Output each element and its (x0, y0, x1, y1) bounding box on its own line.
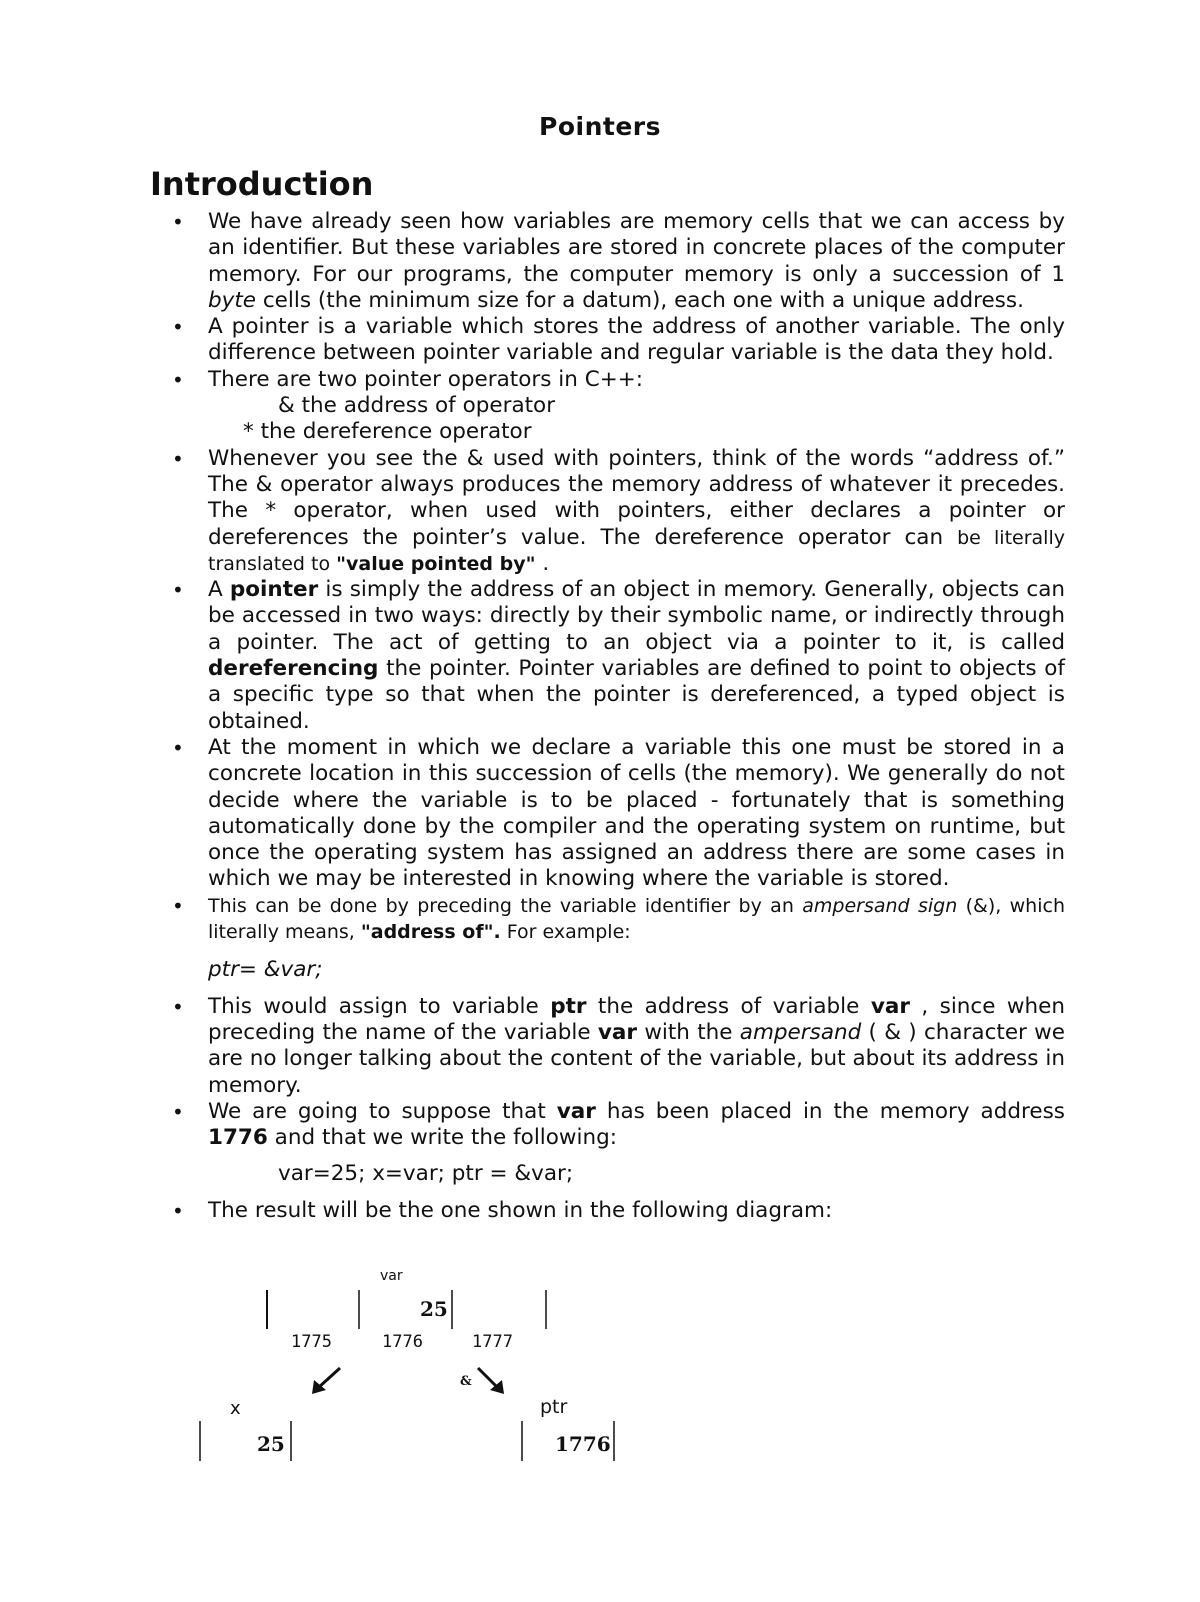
document-body (150, 209, 1065, 1224)
var-value: 25 (420, 1297, 448, 1321)
section-heading-introduction: Introduction (150, 165, 374, 203)
list-item: • At the moment in which we declare a variable this one must be stored in a concrete location in this succession of cells (the memory). We generally do not decide where the variable is to be placed - fortunately that is something automatically done by the compiler and the operating system on runtime, but once the operating system has assigned an address there are some cases in which we may be interested in knowing where the variable is stored. (150, 735, 1065, 893)
code-example-ptr: ptr= &var; (208, 957, 323, 983)
list-item: • This would assign to variable ptr the address of variable var , since when preceding the name of the variable var with the ampersand ( & ) character we are no longer talking about the content of the variable, but about its address in memory. (150, 994, 1065, 1099)
arrow-down-left-icon (312, 1368, 340, 1394)
memory-address: 1776 (382, 1332, 423, 1352)
var-label: var (380, 1268, 403, 1284)
list-item: • The result will be the one shown in the following diagram: (150, 1198, 1065, 1224)
list-item: • Whenever you see the & used with pointers, think of the words “address of.” The & operator always produces the memory address of whatever it precedes. The * operator, when used with pointers, either declares a pointer or dereferences the pointer’s value. The dereference operator can be literally translated to "value pointed by" . (150, 446, 1065, 577)
list-item: • We are going to suppose that var has been placed in the memory address 1776 and that we write the following: (150, 1099, 1065, 1152)
list-item: • A pointer is a variable which stores the address of another variable. The only difference between pointer variable and regular variable is the data they hold. (150, 314, 1065, 367)
list-item: • This can be done by preceding the variable identifier by an ampersand sign (&), which literally means, "address of". For example: (150, 893, 1065, 946)
memory-address: 1775 (291, 1332, 332, 1352)
document-title: Pointers (539, 112, 661, 141)
ptr-label: ptr (540, 1396, 568, 1418)
x-label: x (230, 1398, 241, 1419)
list-item: • A pointer is simply the address of an object in memory. Generally, objects can be accessed in two ways: directly by their symbolic name, or indirectly through a pointer. The act of getting to an object via a pointer to it, is called dereferencing the pointer. Pointer variables are defined to point to objects of a specific type so that when the pointer is dereferenced, a typed object is obtained. (150, 577, 1065, 735)
address-of-operator-line: & the address of operator (278, 393, 556, 419)
dereference-operator-line: * the dereference operator (243, 419, 532, 445)
ampersand-label: & (460, 1374, 472, 1389)
memory-address: 1777 (472, 1332, 513, 1352)
list-item: • There are two pointer operators in C++: & the address of operator * the dereference operator (150, 367, 1065, 446)
arrow-down-right-icon (478, 1368, 504, 1394)
ptr-value: 1776 (555, 1432, 611, 1456)
list-item: • We have already seen how variables are memory cells that we can access by an identifier. But these variables are stored in concrete places of the computer memory. For our programs, the computer memory is only a succession of 1 byte cells (the minimum size for a datum), each one with a unique address. (150, 209, 1065, 314)
bullet-list (150, 209, 1065, 945)
code-example-assignments: var=25; x=var; ptr = &var; (278, 1161, 574, 1187)
x-value: 25 (257, 1432, 285, 1456)
bullet-list (150, 994, 1065, 1152)
bullet-list (150, 1198, 1065, 1224)
